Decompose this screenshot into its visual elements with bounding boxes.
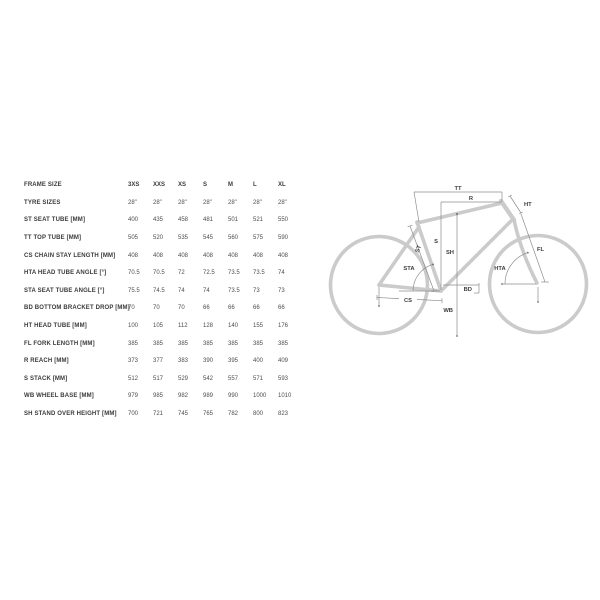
- geometry-table: [24, 177, 310, 423]
- tt-left-extension: [414, 192, 419, 222]
- row-label: BD BOTTOM BRACKET DROP [MM]: [24, 305, 130, 312]
- hta-label: HTA: [494, 266, 506, 272]
- value-cell: 529: [178, 375, 189, 382]
- frame-size-header-label: FRAME SIZE: [24, 182, 62, 189]
- value-cell: 521: [253, 217, 264, 224]
- size-column-header: M: [228, 182, 233, 189]
- value-cell: 721: [153, 411, 164, 418]
- value-cell: 73.5: [228, 287, 240, 294]
- value-cell: 400: [253, 358, 264, 365]
- size-column-header: XXS: [153, 182, 166, 189]
- cs-dimension-line-left: [377, 298, 399, 299]
- value-cell: 400: [128, 217, 139, 224]
- value-cell: 385: [203, 340, 214, 347]
- value-cell: 73.5: [253, 270, 265, 277]
- row-label: WB WHEEL BASE [MM]: [24, 393, 94, 400]
- value-cell: 575: [253, 235, 264, 242]
- cs-dimension-line-right: [417, 300, 442, 301]
- sh-bottom-dot: [456, 335, 458, 337]
- value-cell: 72: [178, 270, 185, 277]
- value-cell: 66: [203, 305, 210, 312]
- sta-label: STA: [403, 266, 415, 272]
- value-cell: 74: [203, 287, 210, 294]
- tt-label: TT: [454, 186, 462, 192]
- ht-dimension-line: [510, 196, 521, 213]
- table-row: [24, 212, 310, 230]
- size-column-header: 3XS: [128, 182, 140, 189]
- value-cell: 72.5: [203, 270, 215, 277]
- table-row: [24, 230, 310, 248]
- value-cell: 385: [278, 340, 289, 347]
- value-cell: 458: [178, 217, 189, 224]
- value-cell: 28": [278, 199, 287, 206]
- value-cell: 70.5: [128, 270, 140, 277]
- value-cell: 765: [203, 411, 214, 418]
- value-cell: 593: [278, 375, 289, 382]
- top-tube: [417, 203, 502, 223]
- table-row: [24, 335, 310, 353]
- value-cell: 409: [278, 358, 289, 365]
- value-cell: 782: [228, 411, 239, 418]
- value-cell: 700: [128, 411, 139, 418]
- value-cell: 385: [153, 340, 164, 347]
- row-label: ST SEAT TUBE [MM]: [24, 217, 86, 224]
- value-cell: 1010: [278, 393, 292, 400]
- table-row: [24, 247, 310, 265]
- value-cell: 385: [253, 340, 264, 347]
- value-cell: 105: [153, 323, 164, 330]
- table-row: [24, 318, 310, 336]
- table-row: [24, 283, 310, 301]
- value-cell: 395: [228, 358, 239, 365]
- row-label: TYRE SIZES: [24, 199, 61, 206]
- fork-blade: [514, 220, 537, 283]
- value-cell: 66: [278, 305, 285, 312]
- s-label: S: [434, 239, 438, 245]
- value-cell: 517: [153, 375, 164, 382]
- value-cell: 73: [278, 287, 285, 294]
- table-row: [24, 300, 310, 318]
- table-row: [24, 406, 310, 424]
- value-cell: 73.5: [228, 270, 240, 277]
- value-cell: 408: [278, 252, 289, 259]
- row-label: HT HEAD TUBE [MM]: [24, 323, 87, 330]
- value-cell: 385: [128, 340, 139, 347]
- value-cell: 560: [228, 235, 239, 242]
- value-cell: 520: [153, 235, 164, 242]
- table-row: [24, 371, 310, 389]
- value-cell: 989: [203, 393, 214, 400]
- value-cell: 140: [228, 323, 239, 330]
- value-cell: 408: [128, 252, 139, 259]
- value-cell: 70.5: [153, 270, 165, 277]
- value-cell: 557: [228, 375, 239, 382]
- value-cell: 535: [178, 235, 189, 242]
- value-cell: 408: [178, 252, 189, 259]
- value-cell: 176: [278, 323, 289, 330]
- value-cell: 74: [178, 287, 185, 294]
- value-cell: 481: [203, 217, 214, 224]
- value-cell: 70: [178, 305, 185, 312]
- hta-arc-dot: [527, 252, 529, 254]
- value-cell: 990: [228, 393, 239, 400]
- sh-top-dot: [456, 213, 458, 215]
- row-label: STA SEAT TUBE ANGLE [°]: [24, 287, 105, 294]
- sta-arc-dot: [432, 264, 434, 266]
- row-label: S STACK [MM]: [24, 375, 68, 382]
- value-cell: 571: [253, 375, 264, 382]
- value-cell: 385: [178, 340, 189, 347]
- value-cell: 155: [253, 323, 264, 330]
- value-cell: 408: [203, 252, 214, 259]
- value-cell: 128: [203, 323, 214, 330]
- value-cell: 982: [178, 393, 189, 400]
- value-cell: 505: [128, 235, 139, 242]
- row-label: FL FORK LENGTH [MM]: [24, 340, 95, 347]
- row-label: TT TOP TUBE [MM]: [24, 235, 82, 242]
- sh-label: SH: [445, 250, 454, 256]
- value-cell: 28": [128, 199, 137, 206]
- cs-label: CS: [403, 298, 413, 304]
- bike-geometry-diagram: [325, 170, 600, 345]
- ht-label: HT: [524, 202, 532, 208]
- value-cell: 408: [228, 252, 239, 259]
- row-label: CS CHAIN STAY LENGTH [MM]: [24, 252, 116, 259]
- value-cell: 408: [153, 252, 164, 259]
- value-cell: 383: [178, 358, 189, 365]
- head-tube: [501, 201, 514, 220]
- value-cell: 545: [203, 235, 214, 242]
- fl-label: FL: [537, 247, 545, 253]
- table-row: [24, 388, 310, 406]
- table-header-row: [24, 177, 310, 195]
- r-label: R: [468, 196, 474, 202]
- value-cell: 100: [128, 323, 139, 330]
- rear-axle-dot: [378, 305, 380, 307]
- value-cell: 1000: [253, 393, 267, 400]
- value-cell: 550: [278, 217, 289, 224]
- value-cell: 512: [128, 375, 139, 382]
- wb-label: WB: [443, 308, 453, 314]
- value-cell: 112: [178, 323, 188, 330]
- bd-label: BD: [463, 287, 472, 293]
- size-column-header: XS: [178, 182, 187, 189]
- table-row: [24, 353, 310, 371]
- ht-bottom-tick: [519, 212, 522, 214]
- value-cell: 73: [253, 287, 260, 294]
- value-cell: 985: [153, 393, 164, 400]
- hta-baseline-dot: [501, 283, 503, 285]
- value-cell: 542: [203, 375, 214, 382]
- value-cell: 66: [228, 305, 235, 312]
- value-cell: 70: [153, 305, 160, 312]
- value-cell: 28": [153, 199, 162, 206]
- frame-outline: [379, 201, 537, 291]
- front-axle-dot: [537, 301, 539, 303]
- size-column-header: S: [203, 182, 208, 189]
- ht-top-tick: [508, 195, 511, 197]
- value-cell: 28": [178, 199, 187, 206]
- table-row: [24, 195, 310, 213]
- value-cell: 435: [153, 217, 164, 224]
- value-cell: 74.5: [153, 287, 165, 294]
- value-cell: 66: [253, 305, 260, 312]
- row-label: R REACH [MM]: [24, 358, 69, 365]
- value-cell: 75.5: [128, 287, 140, 294]
- value-cell: 385: [228, 340, 239, 347]
- value-cell: 390: [203, 358, 214, 365]
- value-cell: 70: [128, 305, 135, 312]
- st-label: ST: [414, 244, 424, 254]
- value-cell: 590: [278, 235, 289, 242]
- value-cell: 74: [278, 270, 285, 277]
- table-row: [24, 265, 310, 283]
- value-cell: 377: [153, 358, 164, 365]
- value-cell: 501: [228, 217, 239, 224]
- value-cell: 823: [278, 411, 289, 418]
- value-cell: 979: [128, 393, 139, 400]
- value-cell: 373: [128, 358, 139, 365]
- value-cell: 28": [203, 199, 212, 206]
- size-column-header: XL: [278, 182, 286, 189]
- value-cell: 800: [253, 411, 264, 418]
- value-cell: 28": [253, 199, 262, 206]
- value-cell: 745: [178, 411, 189, 418]
- row-label: SH STAND OVER HEIGHT [MM]: [24, 411, 117, 418]
- value-cell: 28": [228, 199, 237, 206]
- size-column-header: L: [253, 182, 257, 189]
- value-cell: 408: [253, 252, 264, 259]
- row-label: HTA HEAD TUBE ANGLE [°]: [24, 270, 107, 277]
- chain-stay-tube: [379, 285, 441, 291]
